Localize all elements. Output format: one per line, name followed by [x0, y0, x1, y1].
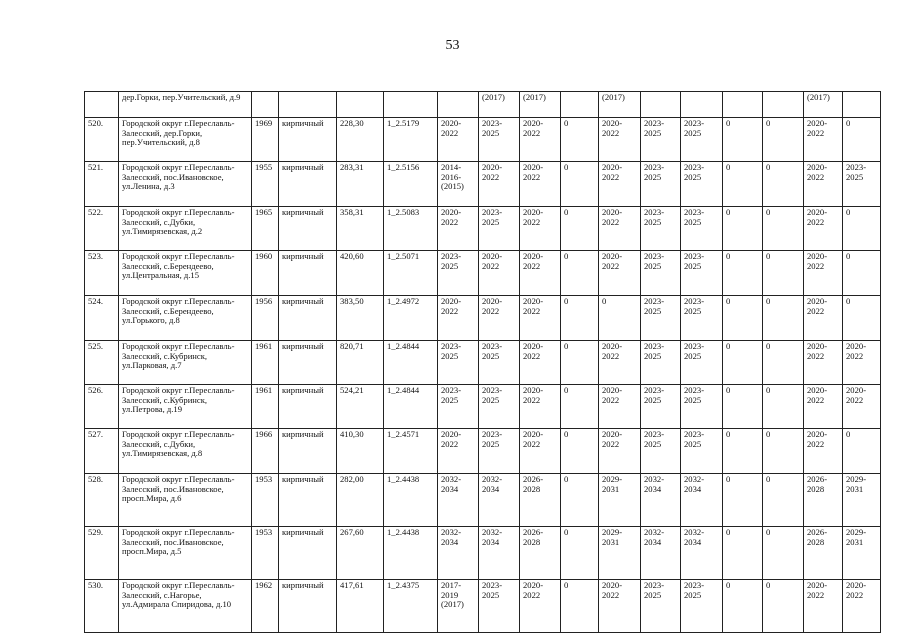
cell-work-period-10: 2020-2022	[804, 118, 843, 162]
cell-address: Городской округ г.Переславль-Залесский, с.Нагорье, ул.Адмирала Спиридова, д.10	[119, 580, 252, 633]
cell-work-period-10: 2020-2022	[804, 251, 843, 296]
cell-work-period-6	[641, 92, 681, 118]
cell-work-period-2: 2032-2034	[479, 527, 520, 580]
cell-row-number: 530.	[85, 580, 119, 633]
cell-area: 267,60	[337, 527, 384, 580]
cell-work-period-3: 2020-2022	[520, 429, 561, 474]
cell-year-built: 1962	[252, 580, 279, 633]
cell-work-period-4	[561, 92, 599, 118]
cell-area: 417,61	[337, 580, 384, 633]
cell-work-period-4: 0	[561, 429, 599, 474]
cell-work-period-1: 2017-2019 (2017)	[438, 580, 479, 633]
cell-row-number: 527.	[85, 429, 119, 474]
cell-registry-code: 1_2.4571	[384, 429, 438, 474]
cell-row-number: 525.	[85, 341, 119, 385]
cell-work-period-2: 2032-2034	[479, 474, 520, 527]
cell-address: Городской округ г.Переславль-Залесский, пос.Ивановское, просп.Мира, д.6	[119, 474, 252, 527]
cell-work-period-7	[681, 92, 723, 118]
cell-work-period-11: 0	[843, 251, 881, 296]
cell-address: Городской округ г.Переславль-Залесский, с.Берендеево, ул.Горького, д.8	[119, 296, 252, 341]
cell-work-period-3: 2020-2022	[520, 296, 561, 341]
cell-work-period-11: 2020-2022	[843, 580, 881, 633]
cell-work-period-2: 2023-2025	[479, 580, 520, 633]
cell-registry-code: 1_2.4844	[384, 341, 438, 385]
cell-area: 283,31	[337, 162, 384, 207]
cell-year-built: 1965	[252, 207, 279, 251]
cell-wall-material: кирпичный	[279, 341, 337, 385]
cell-work-period-8: 0	[723, 474, 763, 527]
cell-address: Городской округ г.Переславль-Залесский, с.Кубринск, ул.Петрова, д.19	[119, 385, 252, 429]
cell-work-period-6: 2023-2025	[641, 207, 681, 251]
cell-work-period-10: 2026-2028	[804, 474, 843, 527]
cell-address: Городской округ г.Переславль-Залесский, с.Дубки, ул.Тимирязевская, д.8	[119, 429, 252, 474]
cell-work-period-10: (2017)	[804, 92, 843, 118]
cell-work-period-2: (2017)	[479, 92, 520, 118]
cell-work-period-4: 0	[561, 118, 599, 162]
cell-wall-material	[279, 92, 337, 118]
cell-work-period-4: 0	[561, 162, 599, 207]
cell-wall-material: кирпичный	[279, 296, 337, 341]
cell-registry-code: 1_2.5071	[384, 251, 438, 296]
cell-work-period-4: 0	[561, 341, 599, 385]
cell-address: дер.Горки, пер.Учительский, д.9	[119, 92, 252, 118]
cell-row-number: 528.	[85, 474, 119, 527]
cell-registry-code: 1_2.4972	[384, 296, 438, 341]
cell-work-period-2: 2020-2022	[479, 251, 520, 296]
cell-work-period-3: 2020-2022	[520, 341, 561, 385]
cell-work-period-10: 2020-2022	[804, 207, 843, 251]
cell-area: 820,71	[337, 341, 384, 385]
cell-work-period-9: 0	[763, 527, 804, 580]
cell-work-period-8: 0	[723, 527, 763, 580]
cell-registry-code: 1_2.5156	[384, 162, 438, 207]
cell-wall-material: кирпичный	[279, 207, 337, 251]
cell-row-number: 529.	[85, 527, 119, 580]
cell-work-period-9: 0	[763, 429, 804, 474]
cell-wall-material: кирпичный	[279, 429, 337, 474]
cell-work-period-7: 2023-2025	[681, 580, 723, 633]
cell-work-period-1: 2032-2034	[438, 474, 479, 527]
cell-work-period-4: 0	[561, 580, 599, 633]
cell-work-period-1: 2020-2022	[438, 207, 479, 251]
cell-work-period-4: 0	[561, 385, 599, 429]
cell-work-period-3: 2020-2022	[520, 118, 561, 162]
cell-work-period-9: 0	[763, 296, 804, 341]
cell-work-period-4: 0	[561, 251, 599, 296]
cell-work-period-8: 0	[723, 207, 763, 251]
cell-work-period-1: 2023-2025	[438, 341, 479, 385]
cell-work-period-8: 0	[723, 429, 763, 474]
cell-work-period-8: 0	[723, 385, 763, 429]
cell-work-period-1: 2023-2025	[438, 251, 479, 296]
cell-work-period-10: 2020-2022	[804, 341, 843, 385]
cell-work-period-5: 2020-2022	[599, 118, 641, 162]
cell-work-period-6: 2023-2025	[641, 580, 681, 633]
cell-row-number: 523.	[85, 251, 119, 296]
table-row	[85, 527, 881, 580]
cell-work-period-5: 2020-2022	[599, 385, 641, 429]
cell-work-period-6: 2032-2034	[641, 527, 681, 580]
cell-work-period-10: 2026-2028	[804, 527, 843, 580]
cell-wall-material: кирпичный	[279, 118, 337, 162]
cell-year-built: 1953	[252, 527, 279, 580]
cell-year-built: 1956	[252, 296, 279, 341]
cell-work-period-10: 2020-2022	[804, 429, 843, 474]
cell-work-period-6: 2023-2025	[641, 162, 681, 207]
cell-address: Городской округ г.Переславль-Залесский, пос.Ивановское, ул.Ленина, д.3	[119, 162, 252, 207]
cell-work-period-3: 2020-2022	[520, 251, 561, 296]
cell-work-period-9: 0	[763, 474, 804, 527]
cell-work-period-9	[763, 92, 804, 118]
cell-address: Городской округ г.Переславль-Залесский, пос.Ивановское, просп.Мира, д.5	[119, 527, 252, 580]
cell-address: Городской округ г.Переславль-Залесский, с.Берендеево, ул.Центральная, д.15	[119, 251, 252, 296]
cell-work-period-5: 2020-2022	[599, 580, 641, 633]
table-row	[85, 207, 881, 251]
cell-area: 420,60	[337, 251, 384, 296]
cell-row-number: 520.	[85, 118, 119, 162]
cell-work-period-8: 0	[723, 580, 763, 633]
cell-work-period-1	[438, 92, 479, 118]
cell-registry-code: 1_2.4375	[384, 580, 438, 633]
cell-work-period-7: 2023-2025	[681, 251, 723, 296]
cell-work-period-2: 2023-2025	[479, 429, 520, 474]
table-row	[85, 251, 881, 296]
cell-work-period-5: 0	[599, 296, 641, 341]
cell-work-period-11: 2029-2031	[843, 474, 881, 527]
cell-work-period-5: 2020-2022	[599, 207, 641, 251]
cell-wall-material: кирпичный	[279, 527, 337, 580]
cell-registry-code: 1_2.4438	[384, 474, 438, 527]
cell-work-period-4: 0	[561, 207, 599, 251]
page-number: 53	[445, 38, 460, 53]
cell-work-period-3: 2020-2022	[520, 207, 561, 251]
cell-work-period-10: 2020-2022	[804, 296, 843, 341]
cell-work-period-6: 2023-2025	[641, 429, 681, 474]
cell-work-period-6: 2023-2025	[641, 251, 681, 296]
cell-work-period-2: 2023-2025	[479, 385, 520, 429]
cell-work-period-8: 0	[723, 118, 763, 162]
cell-work-period-9: 0	[763, 162, 804, 207]
cell-work-period-4: 0	[561, 296, 599, 341]
cell-area: 282,00	[337, 474, 384, 527]
table-row	[85, 296, 881, 341]
cell-work-period-5: (2017)	[599, 92, 641, 118]
cell-work-period-3: 2026-2028	[520, 527, 561, 580]
cell-year-built: 1960	[252, 251, 279, 296]
cell-year-built: 1961	[252, 385, 279, 429]
cell-wall-material: кирпичный	[279, 251, 337, 296]
cell-work-period-6: 2023-2025	[641, 385, 681, 429]
cell-work-period-10: 2020-2022	[804, 580, 843, 633]
cell-work-period-9: 0	[763, 580, 804, 633]
cell-work-period-11: 2020-2022	[843, 341, 881, 385]
cell-work-period-5: 2020-2022	[599, 429, 641, 474]
cell-row-number	[85, 92, 119, 118]
cell-work-period-11: 2029-2031	[843, 527, 881, 580]
cell-wall-material: кирпичный	[279, 474, 337, 527]
cell-address: Городской округ г.Переславль-Залесский, с.Кубринск, ул.Парковая, д.7	[119, 341, 252, 385]
cell-work-period-4: 0	[561, 527, 599, 580]
cell-work-period-7: 2023-2025	[681, 341, 723, 385]
cell-registry-code: 1_2.4438	[384, 527, 438, 580]
cell-work-period-2: 2023-2025	[479, 341, 520, 385]
cell-work-period-7: 2032-2034	[681, 527, 723, 580]
cell-wall-material: кирпичный	[279, 580, 337, 633]
cell-registry-code: 1_2.4844	[384, 385, 438, 429]
cell-work-period-8	[723, 92, 763, 118]
cell-registry-code	[384, 92, 438, 118]
cell-year-built: 1969	[252, 118, 279, 162]
cell-area: 228,30	[337, 118, 384, 162]
cell-work-period-5: 2020-2022	[599, 341, 641, 385]
cell-work-period-1: 2023-2025	[438, 385, 479, 429]
cell-work-period-11: 0	[843, 118, 881, 162]
cell-year-built: 1953	[252, 474, 279, 527]
cell-work-period-11: 0	[843, 429, 881, 474]
cell-work-period-1: 2020-2022	[438, 118, 479, 162]
table-row	[85, 162, 881, 207]
cell-row-number: 521.	[85, 162, 119, 207]
cell-work-period-4: 0	[561, 474, 599, 527]
cell-area: 383,50	[337, 296, 384, 341]
cell-work-period-1: 2014-2016-(2015)	[438, 162, 479, 207]
cell-work-period-9: 0	[763, 341, 804, 385]
cell-work-period-3: 2020-2022	[520, 580, 561, 633]
cell-work-period-7: 2023-2025	[681, 162, 723, 207]
cell-work-period-2: 2023-2025	[479, 207, 520, 251]
cell-work-period-6: 2023-2025	[641, 118, 681, 162]
cell-address: Городской округ г.Переславль-Залесский, дер.Горки, пер.Учительский, д.8	[119, 118, 252, 162]
cell-work-period-3: (2017)	[520, 92, 561, 118]
table-row	[85, 385, 881, 429]
cell-area: 410,30	[337, 429, 384, 474]
cell-work-period-6: 2023-2025	[641, 296, 681, 341]
cell-row-number: 526.	[85, 385, 119, 429]
cell-work-period-1: 2020-2022	[438, 429, 479, 474]
housing-registry-table	[84, 91, 881, 633]
cell-area	[337, 92, 384, 118]
continuation-row	[85, 92, 881, 118]
table-row	[85, 580, 881, 633]
cell-year-built: 1961	[252, 341, 279, 385]
cell-work-period-7: 2023-2025	[681, 207, 723, 251]
cell-work-period-1: 2032-2034	[438, 527, 479, 580]
cell-work-period-3: 2020-2022	[520, 162, 561, 207]
cell-work-period-9: 0	[763, 385, 804, 429]
cell-work-period-2: 2020-2022	[479, 296, 520, 341]
cell-registry-code: 1_2.5179	[384, 118, 438, 162]
cell-registry-code: 1_2.5083	[384, 207, 438, 251]
cell-work-period-8: 0	[723, 251, 763, 296]
cell-work-period-8: 0	[723, 341, 763, 385]
cell-area: 358,31	[337, 207, 384, 251]
cell-year-built: 1955	[252, 162, 279, 207]
table-row	[85, 474, 881, 527]
cell-work-period-2: 2020-2022	[479, 162, 520, 207]
cell-work-period-8: 0	[723, 162, 763, 207]
cell-work-period-5: 2020-2022	[599, 162, 641, 207]
cell-work-period-3: 2026-2028	[520, 474, 561, 527]
cell-work-period-9: 0	[763, 118, 804, 162]
cell-work-period-5: 2020-2022	[599, 251, 641, 296]
cell-work-period-7: 2023-2025	[681, 385, 723, 429]
cell-year-built: 1966	[252, 429, 279, 474]
cell-work-period-11: 2023-2025	[843, 162, 881, 207]
cell-work-period-1: 2020-2022	[438, 296, 479, 341]
cell-work-period-5: 2029-2031	[599, 527, 641, 580]
cell-area: 524,21	[337, 385, 384, 429]
cell-work-period-10: 2020-2022	[804, 162, 843, 207]
cell-work-period-10: 2020-2022	[804, 385, 843, 429]
cell-row-number: 524.	[85, 296, 119, 341]
cell-work-period-11	[843, 92, 881, 118]
table-row	[85, 118, 881, 162]
cell-work-period-7: 2023-2025	[681, 296, 723, 341]
cell-row-number: 522.	[85, 207, 119, 251]
cell-work-period-8: 0	[723, 296, 763, 341]
cell-year-built	[252, 92, 279, 118]
cell-work-period-7: 2023-2025	[681, 429, 723, 474]
cell-work-period-6: 2032-2034	[641, 474, 681, 527]
table-row	[85, 429, 881, 474]
cell-work-period-3: 2020-2022	[520, 385, 561, 429]
table-row	[85, 341, 881, 385]
cell-work-period-11: 0	[843, 207, 881, 251]
cell-address: Городской округ г.Переславль-Залесский, с.Дубки, ул.Тимирязевская, д.2	[119, 207, 252, 251]
cell-work-period-6: 2023-2025	[641, 341, 681, 385]
cell-work-period-2: 2023-2025	[479, 118, 520, 162]
cell-work-period-9: 0	[763, 251, 804, 296]
table-body	[85, 92, 881, 633]
cell-work-period-5: 2029-2031	[599, 474, 641, 527]
cell-work-period-7: 2032-2034	[681, 474, 723, 527]
cell-work-period-7: 2023-2025	[681, 118, 723, 162]
cell-wall-material: кирпичный	[279, 162, 337, 207]
cell-work-period-11: 2020-2022	[843, 385, 881, 429]
cell-work-period-9: 0	[763, 207, 804, 251]
cell-wall-material: кирпичный	[279, 385, 337, 429]
cell-work-period-11: 0	[843, 296, 881, 341]
